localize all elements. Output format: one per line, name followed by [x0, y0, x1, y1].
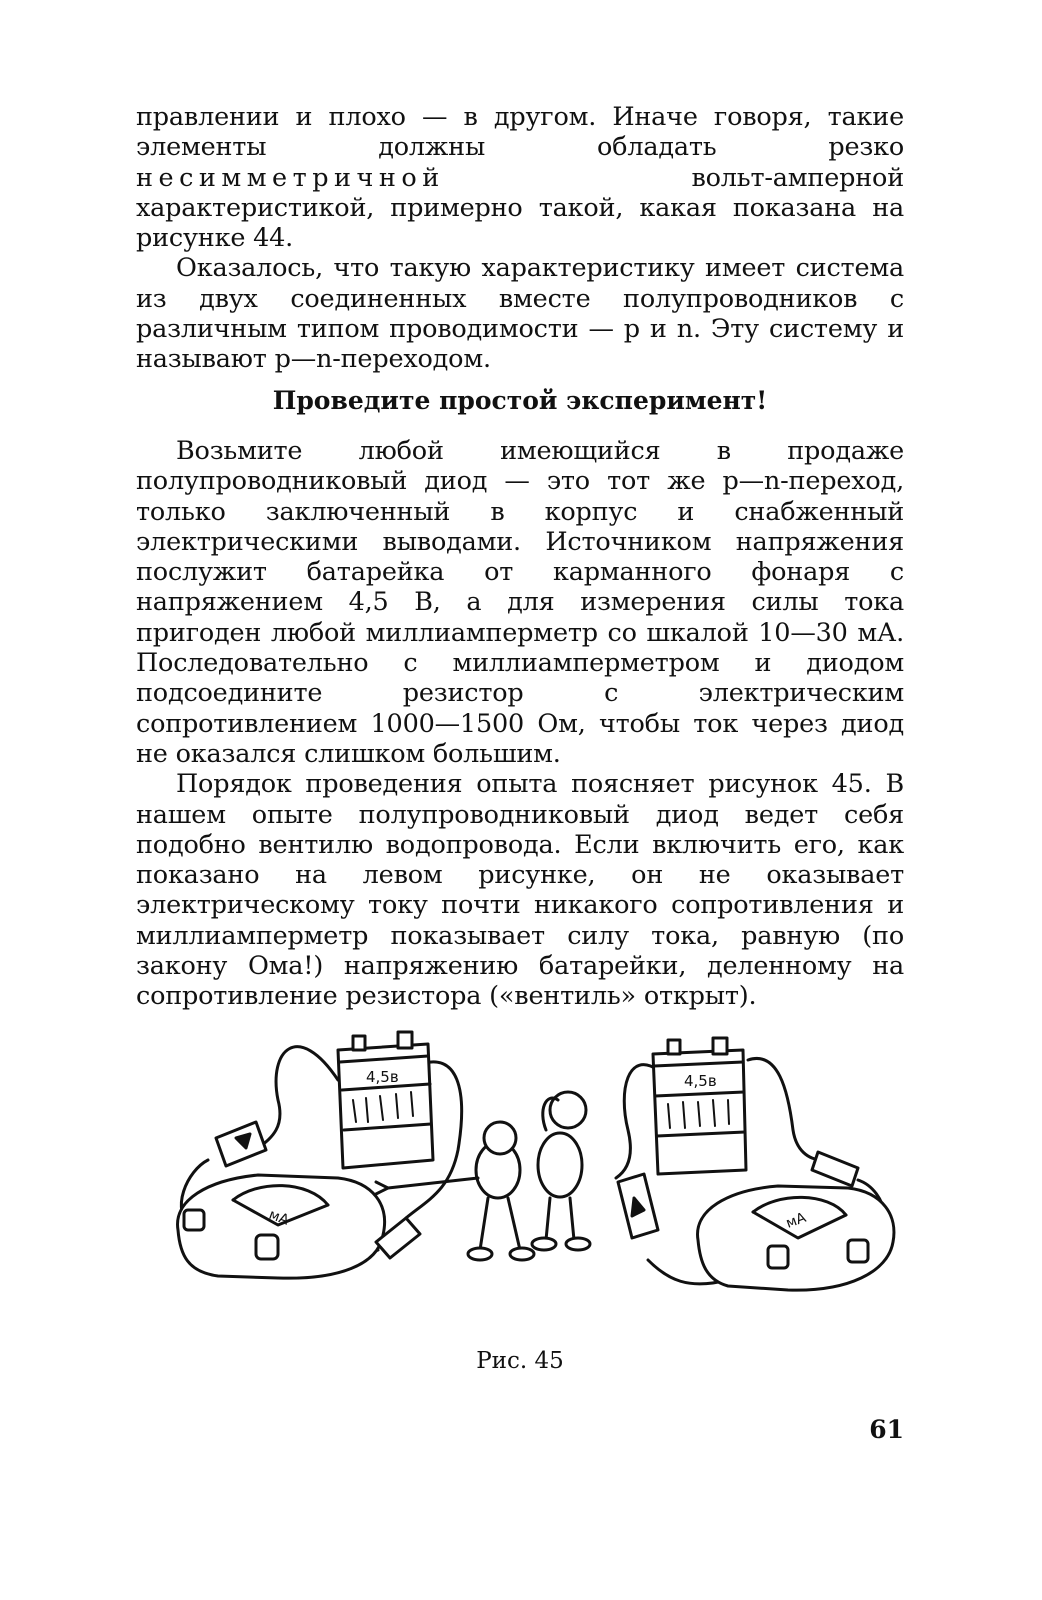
right-milliammeter [698, 1186, 894, 1290]
paragraph-continued-part-a: правлении и плохо — в другом. Иначе говоря, такие элементы должны обладать резко [136, 102, 904, 163]
section-heading: Проведите простой эксперимент! [272, 386, 768, 415]
experiment-text-block [136, 436, 904, 1012]
circuit-illustration [128, 1010, 918, 1340]
left-battery-label: 4,5в [366, 1068, 399, 1086]
top-text-block [136, 102, 904, 375]
page-number: 61 [869, 1415, 904, 1444]
right-meter-label: мА [783, 1209, 809, 1232]
paragraph-continued-part-b: вольт-амперной характеристикой, примерно такой, какая показана на рисунке 44. [136, 162, 904, 254]
left-wire-battery-diode [256, 1047, 338, 1150]
left-battery [338, 1032, 433, 1168]
figure-caption: Рис. 45 [476, 1348, 564, 1374]
right-wire-battery-resistor [748, 1058, 823, 1160]
paragraph-pn-junction: Оказалось, что такую характеристику имеет система из двух соединенных вместе полупроводников с различным типом проводимости — p и n. Эту систему и называют p—n-переходом. [136, 253, 904, 375]
right-diode [618, 1174, 658, 1238]
right-battery [653, 1038, 746, 1174]
right-battery-label: 4,5в [684, 1072, 717, 1090]
paragraph-experiment-setup: Возьмите любой имеющийся в продаже полупроводниковый диод — это тот же p—n-переход, только заключенный в корпус и снабженный электрическими выводами. Источником напряжения послужит батарейка от карманного фонаря с напряжением 4,5 В, а для измерения силы тока пригоден любой миллиамперметр со шкалой 10—30 мА. Последовательно с миллиамперметром и диодом подсоедините резистор с электрическим сопротивлением 1000—1500 Ом, чтобы ток через диод не оказался слишком большим. [136, 436, 904, 769]
emphasized-word: несимметричной [136, 162, 445, 193]
right-wire-battery-diode [616, 1065, 658, 1178]
paragraph-experiment-result: Порядок проведения опыта поясняет рисунок 45. В нашем опыте полупроводниковый диод ведет себя подобно вентилю водопровода. Если включить его, как показано на левом рисунке, он не оказывает электрическому току почти никакого сопротивления и миллиамперметр показывает силу тока, равную (по закону Ома!) напряжению батарейки, деленному на сопротивление резистора («вентиль» открыт). [136, 769, 904, 1012]
figure-45-illustration [128, 1010, 918, 1340]
left-meter-label: мА [266, 1206, 292, 1229]
paragraph-continued [136, 102, 904, 253]
left-diode [216, 1122, 266, 1166]
right-resistor [812, 1152, 858, 1186]
